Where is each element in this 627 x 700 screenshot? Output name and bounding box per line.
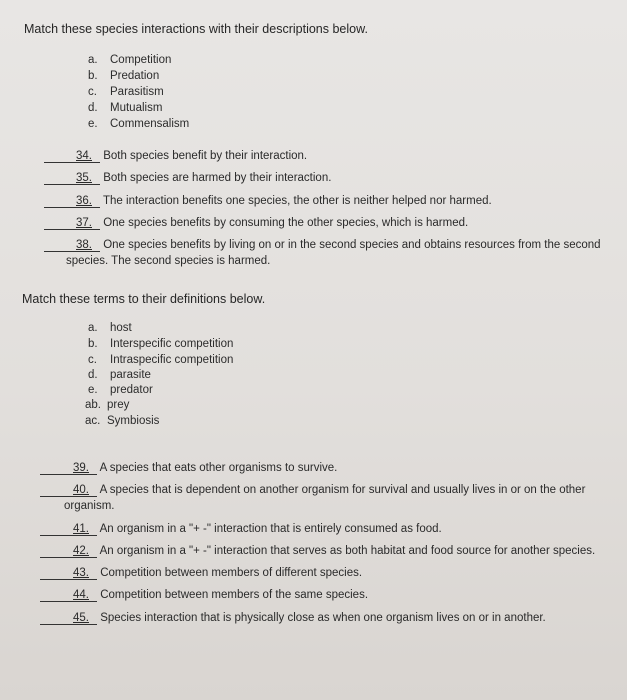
question-number: 35.: [76, 172, 92, 184]
question-text: Competition between members of the same species.: [100, 589, 369, 601]
question-number: 42.: [73, 545, 89, 557]
question-37: [44, 217, 468, 230]
option-letter: ab.: [85, 399, 101, 411]
option-text: Commensalism: [110, 118, 190, 130]
question-38: [44, 239, 601, 252]
answer-blank[interactable]: [40, 484, 97, 497]
option-text: Parasitism: [110, 86, 164, 98]
question-36: [44, 195, 492, 208]
section1-option-c: [88, 86, 164, 98]
option-letter: a.: [88, 54, 98, 66]
question-text: The interaction benefits one species, the other is neither helped nor harmed.: [103, 195, 492, 207]
answer-blank[interactable]: [44, 172, 100, 185]
section2-option-ab: [85, 399, 129, 411]
option-text: prey: [107, 399, 130, 411]
option-letter: d.: [88, 102, 98, 114]
answer-blank[interactable]: [40, 612, 97, 625]
answer-blank[interactable]: [40, 523, 97, 536]
answer-blank[interactable]: [40, 567, 97, 580]
question-number: 40.: [73, 484, 89, 496]
question-number: 39.: [73, 462, 89, 474]
question-41: [40, 523, 442, 536]
option-letter: e.: [88, 384, 98, 396]
question-number: 44.: [73, 589, 89, 601]
question-40: [40, 484, 585, 497]
option-letter: e.: [88, 118, 98, 130]
answer-blank[interactable]: [40, 545, 97, 558]
answer-blank[interactable]: [40, 462, 97, 475]
question-text: Competition between members of different species.: [100, 567, 363, 579]
section2-option-a: [88, 322, 132, 334]
section2-option-b: [88, 338, 233, 350]
section2-heading: Match these terms to their definitions below.: [22, 292, 266, 306]
section1-option-b: [88, 70, 159, 82]
section1-heading: Match these species interactions with their descriptions below.: [24, 22, 368, 36]
question-text: A species that is dependent on another organism for survival and usually lives in or on the other: [99, 484, 586, 496]
question-42: [40, 545, 595, 558]
question-45: [40, 612, 546, 625]
answer-blank[interactable]: [40, 589, 97, 602]
question-number: 45.: [73, 612, 89, 624]
answer-blank[interactable]: [44, 239, 100, 252]
option-text: Interspecific competition: [110, 338, 234, 350]
question-text: An organism in a "+ -" interaction that serves as both habitat and food source for another species.: [99, 545, 596, 557]
option-text: Mutualism: [110, 102, 163, 114]
question-text: Species interaction that is physically close as when one organism lives on or in another.: [100, 612, 546, 624]
question-34: [44, 150, 307, 163]
answer-blank[interactable]: [44, 217, 100, 230]
option-letter: a.: [88, 322, 98, 334]
option-text: host: [110, 322, 132, 334]
section2-option-d: [88, 369, 151, 381]
section2-option-e: [88, 384, 153, 396]
option-text: Predation: [110, 70, 160, 82]
answer-blank[interactable]: [44, 195, 100, 208]
question-40-continuation: organism.: [64, 500, 115, 512]
question-text: Both species benefit by their interaction.: [103, 150, 308, 162]
option-text: predator: [110, 384, 153, 396]
option-letter: d.: [88, 369, 98, 381]
option-text: Intraspecific competition: [110, 354, 234, 366]
section1-option-a: [88, 54, 171, 66]
answer-blank[interactable]: [44, 150, 100, 163]
question-number: 38.: [76, 239, 92, 251]
question-number: 34.: [76, 150, 92, 162]
question-39: [40, 462, 337, 475]
question-38-continuation: species. The second species is harmed.: [66, 255, 271, 267]
option-text: Symbiosis: [107, 415, 160, 427]
option-letter: b.: [88, 70, 98, 82]
option-letter: ac.: [85, 415, 101, 427]
question-number: 41.: [73, 523, 89, 535]
question-text: An organism in a "+ -" interaction that is entirely consumed as food.: [99, 523, 442, 535]
question-text: Both species are harmed by their interaction.: [103, 172, 332, 184]
question-number: 43.: [73, 567, 89, 579]
section2-option-c: [88, 354, 233, 366]
option-letter: c.: [88, 354, 97, 366]
option-letter: c.: [88, 86, 97, 98]
option-text: Competition: [110, 54, 172, 66]
section2-option-ac: [85, 415, 159, 427]
question-text: One species benefits by living on or in the second species and obtains resources from the second: [103, 239, 601, 251]
section1-option-e: [88, 118, 189, 130]
question-number: 36.: [76, 195, 92, 207]
question-43: [40, 567, 362, 580]
section1-option-d: [88, 102, 162, 114]
question-35: [44, 172, 331, 185]
option-text: parasite: [110, 369, 151, 381]
option-letter: b.: [88, 338, 98, 350]
question-number: 37.: [76, 217, 92, 229]
question-text: A species that eats other organisms to survive.: [99, 462, 338, 474]
question-44: [40, 589, 368, 602]
question-text: One species benefits by consuming the other species, which is harmed.: [103, 217, 469, 229]
